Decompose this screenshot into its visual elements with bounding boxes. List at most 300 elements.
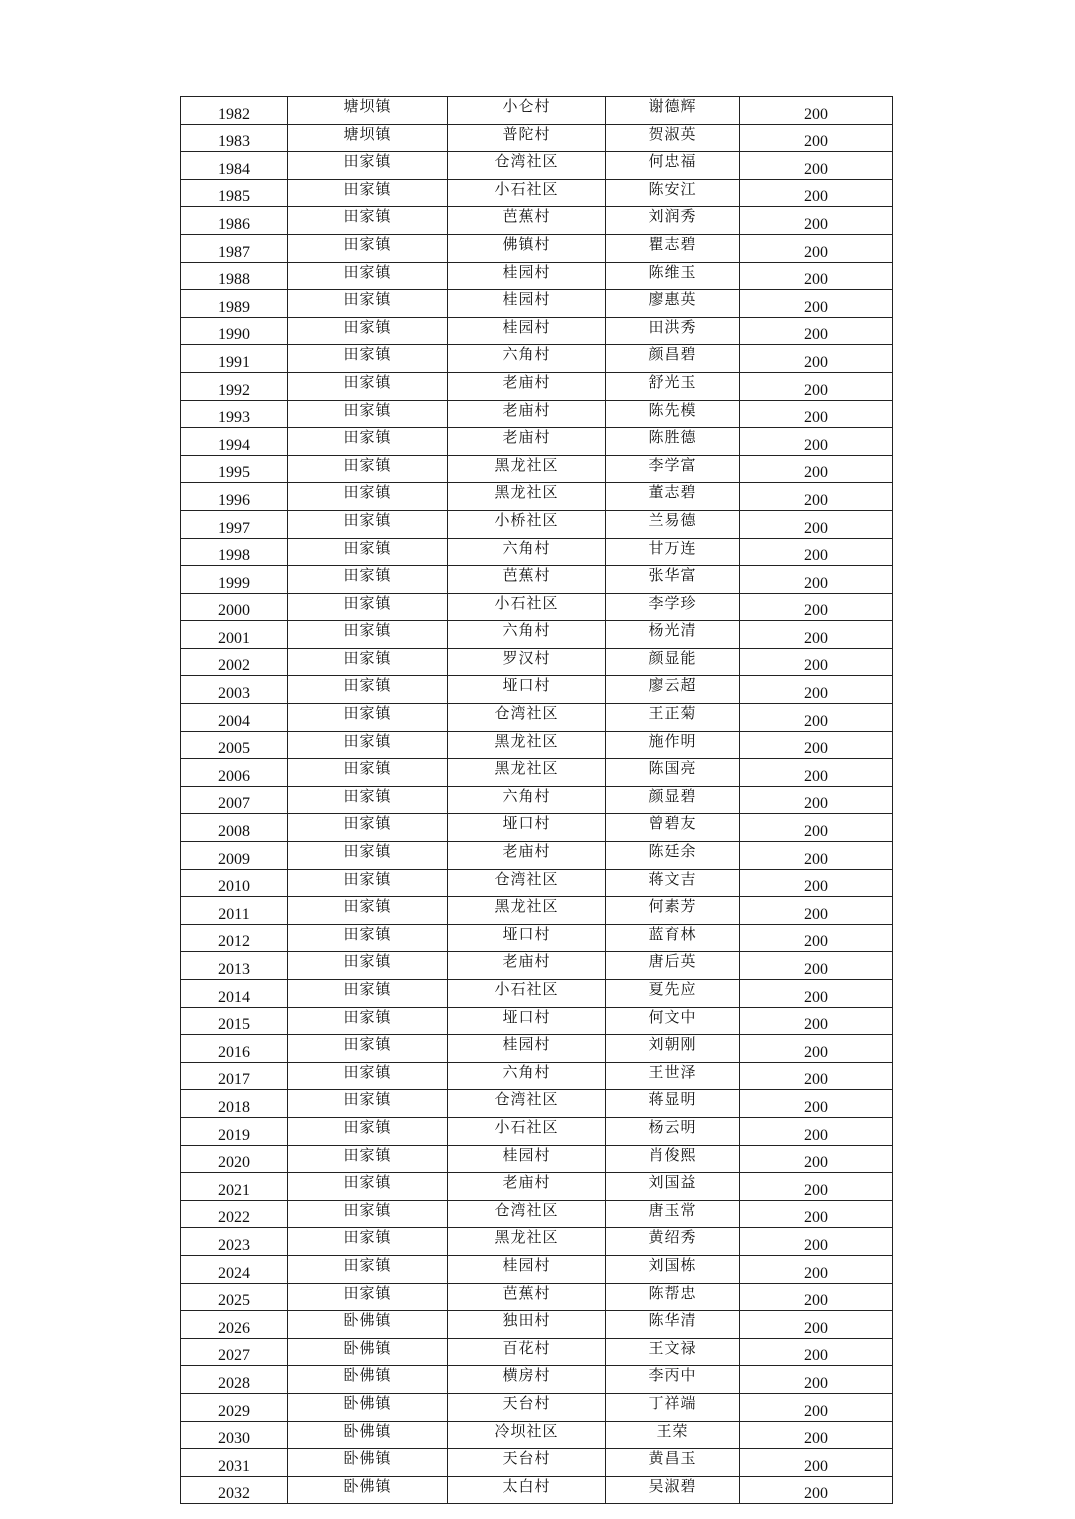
town-cell: 卧佛镇 bbox=[288, 1338, 448, 1366]
village-cell: 老庙村 bbox=[448, 372, 606, 400]
row-number-cell: 1984 bbox=[181, 152, 288, 180]
row-number-cell: 1994 bbox=[181, 428, 288, 456]
name-cell: 杨光清 bbox=[606, 621, 740, 649]
town-cell: 卧佛镇 bbox=[288, 1311, 448, 1339]
amount-cell: 200 bbox=[740, 1090, 893, 1118]
town-cell: 田家镇 bbox=[288, 566, 448, 594]
row-number-cell: 2027 bbox=[181, 1338, 288, 1366]
amount-cell: 200 bbox=[740, 1421, 893, 1449]
row-number-cell: 2028 bbox=[181, 1366, 288, 1394]
town-cell: 田家镇 bbox=[288, 952, 448, 980]
amount-cell: 200 bbox=[740, 676, 893, 704]
table-row bbox=[181, 593, 893, 621]
table-row bbox=[181, 1062, 893, 1090]
village-cell: 仓湾社区 bbox=[448, 704, 606, 732]
row-number-cell: 2016 bbox=[181, 1035, 288, 1063]
table-row bbox=[181, 786, 893, 814]
row-number-cell: 1995 bbox=[181, 455, 288, 483]
name-cell: 王荣 bbox=[606, 1421, 740, 1449]
town-cell: 卧佛镇 bbox=[288, 1449, 448, 1477]
row-number-cell: 2026 bbox=[181, 1311, 288, 1339]
town-cell: 田家镇 bbox=[288, 455, 448, 483]
table-row bbox=[181, 759, 893, 787]
amount-cell: 200 bbox=[740, 510, 893, 538]
town-cell: 卧佛镇 bbox=[288, 1393, 448, 1421]
village-cell: 仓湾社区 bbox=[448, 1200, 606, 1228]
row-number-cell: 1996 bbox=[181, 483, 288, 511]
amount-cell: 200 bbox=[740, 1035, 893, 1063]
village-cell: 芭蕉村 bbox=[448, 566, 606, 594]
row-number-cell: 2005 bbox=[181, 731, 288, 759]
town-cell: 田家镇 bbox=[288, 759, 448, 787]
amount-cell: 200 bbox=[740, 648, 893, 676]
village-cell: 仓湾社区 bbox=[448, 1090, 606, 1118]
amount-cell: 200 bbox=[740, 1228, 893, 1256]
table-row bbox=[181, 1393, 893, 1421]
town-cell: 田家镇 bbox=[288, 207, 448, 235]
town-cell: 塘坝镇 bbox=[288, 97, 448, 125]
village-cell: 黑龙社区 bbox=[448, 759, 606, 787]
village-cell: 六角村 bbox=[448, 621, 606, 649]
table-row bbox=[181, 1035, 893, 1063]
row-number-cell: 1991 bbox=[181, 345, 288, 373]
village-cell: 小石社区 bbox=[448, 1117, 606, 1145]
town-cell: 田家镇 bbox=[288, 1062, 448, 1090]
row-number-cell: 2003 bbox=[181, 676, 288, 704]
amount-cell: 200 bbox=[740, 234, 893, 262]
row-number-cell: 2019 bbox=[181, 1117, 288, 1145]
name-cell: 刘国益 bbox=[606, 1173, 740, 1201]
town-cell: 田家镇 bbox=[288, 510, 448, 538]
town-cell: 田家镇 bbox=[288, 290, 448, 318]
amount-cell: 200 bbox=[740, 952, 893, 980]
town-cell: 田家镇 bbox=[288, 980, 448, 1008]
name-cell: 黄昌玉 bbox=[606, 1449, 740, 1477]
row-number-cell: 2030 bbox=[181, 1421, 288, 1449]
amount-cell: 200 bbox=[740, 980, 893, 1008]
name-cell: 唐玉常 bbox=[606, 1200, 740, 1228]
town-cell: 塘坝镇 bbox=[288, 124, 448, 152]
village-cell: 老庙村 bbox=[448, 1173, 606, 1201]
row-number-cell: 2015 bbox=[181, 1007, 288, 1035]
town-cell: 田家镇 bbox=[288, 372, 448, 400]
table-row bbox=[181, 483, 893, 511]
name-cell: 李学富 bbox=[606, 455, 740, 483]
table-row bbox=[181, 1090, 893, 1118]
village-cell: 佛镇村 bbox=[448, 234, 606, 262]
name-cell: 甘万连 bbox=[606, 538, 740, 566]
village-cell: 罗汉村 bbox=[448, 648, 606, 676]
village-cell: 桂园村 bbox=[448, 1255, 606, 1283]
amount-cell: 200 bbox=[740, 814, 893, 842]
village-cell: 老庙村 bbox=[448, 400, 606, 428]
row-number-cell: 2009 bbox=[181, 842, 288, 870]
name-cell: 陈华清 bbox=[606, 1311, 740, 1339]
town-cell: 田家镇 bbox=[288, 676, 448, 704]
town-cell: 田家镇 bbox=[288, 317, 448, 345]
amount-cell: 200 bbox=[740, 1200, 893, 1228]
town-cell: 田家镇 bbox=[288, 1228, 448, 1256]
row-number-cell: 2010 bbox=[181, 869, 288, 897]
amount-cell: 200 bbox=[740, 1255, 893, 1283]
amount-cell: 200 bbox=[740, 179, 893, 207]
amount-cell: 200 bbox=[740, 97, 893, 125]
table-row bbox=[181, 262, 893, 290]
town-cell: 田家镇 bbox=[288, 152, 448, 180]
table-row bbox=[181, 924, 893, 952]
amount-cell: 200 bbox=[740, 1476, 893, 1504]
town-cell: 卧佛镇 bbox=[288, 1366, 448, 1394]
name-cell: 田洪秀 bbox=[606, 317, 740, 345]
row-number-cell: 1985 bbox=[181, 179, 288, 207]
village-cell: 天台村 bbox=[448, 1449, 606, 1477]
name-cell: 何忠福 bbox=[606, 152, 740, 180]
table-row bbox=[181, 1007, 893, 1035]
row-number-cell: 1982 bbox=[181, 97, 288, 125]
row-number-cell: 1983 bbox=[181, 124, 288, 152]
amount-cell: 200 bbox=[740, 566, 893, 594]
village-cell: 小石社区 bbox=[448, 179, 606, 207]
village-cell: 小仑村 bbox=[448, 97, 606, 125]
village-cell: 天台村 bbox=[448, 1393, 606, 1421]
table-row bbox=[181, 1145, 893, 1173]
amount-cell: 200 bbox=[740, 538, 893, 566]
row-number-cell: 2002 bbox=[181, 648, 288, 676]
village-cell: 桂园村 bbox=[448, 317, 606, 345]
village-cell: 小桥社区 bbox=[448, 510, 606, 538]
table-row bbox=[181, 1476, 893, 1504]
row-number-cell: 2017 bbox=[181, 1062, 288, 1090]
amount-cell: 200 bbox=[740, 455, 893, 483]
town-cell: 田家镇 bbox=[288, 814, 448, 842]
name-cell: 颜显碧 bbox=[606, 786, 740, 814]
town-cell: 田家镇 bbox=[288, 648, 448, 676]
village-cell: 垭口村 bbox=[448, 924, 606, 952]
name-cell: 谢德辉 bbox=[606, 97, 740, 125]
amount-cell: 200 bbox=[740, 152, 893, 180]
beneficiary-table bbox=[180, 96, 893, 1504]
town-cell: 田家镇 bbox=[288, 179, 448, 207]
amount-cell: 200 bbox=[740, 621, 893, 649]
village-cell: 垭口村 bbox=[448, 676, 606, 704]
table-row bbox=[181, 124, 893, 152]
village-cell: 仓湾社区 bbox=[448, 152, 606, 180]
row-number-cell: 2012 bbox=[181, 924, 288, 952]
town-cell: 田家镇 bbox=[288, 1117, 448, 1145]
row-number-cell: 1990 bbox=[181, 317, 288, 345]
table-row bbox=[181, 428, 893, 456]
amount-cell: 200 bbox=[740, 207, 893, 235]
amount-cell: 200 bbox=[740, 1449, 893, 1477]
row-number-cell: 2022 bbox=[181, 1200, 288, 1228]
table-row bbox=[181, 980, 893, 1008]
town-cell: 田家镇 bbox=[288, 1255, 448, 1283]
row-number-cell: 2013 bbox=[181, 952, 288, 980]
table-row bbox=[181, 1117, 893, 1145]
town-cell: 田家镇 bbox=[288, 869, 448, 897]
name-cell: 曾碧友 bbox=[606, 814, 740, 842]
row-number-cell: 2011 bbox=[181, 897, 288, 925]
row-number-cell: 2007 bbox=[181, 786, 288, 814]
table-row bbox=[181, 1311, 893, 1339]
town-cell: 田家镇 bbox=[288, 593, 448, 621]
amount-cell: 200 bbox=[740, 428, 893, 456]
table-row bbox=[181, 372, 893, 400]
amount-cell: 200 bbox=[740, 483, 893, 511]
name-cell: 贺淑英 bbox=[606, 124, 740, 152]
village-cell: 桂园村 bbox=[448, 1145, 606, 1173]
amount-cell: 200 bbox=[740, 1366, 893, 1394]
village-cell: 仓湾社区 bbox=[448, 869, 606, 897]
table-row bbox=[181, 1255, 893, 1283]
table-row bbox=[181, 897, 893, 925]
name-cell: 夏先应 bbox=[606, 980, 740, 1008]
town-cell: 田家镇 bbox=[288, 538, 448, 566]
village-cell: 芭蕉村 bbox=[448, 1283, 606, 1311]
town-cell: 田家镇 bbox=[288, 842, 448, 870]
name-cell: 李丙中 bbox=[606, 1366, 740, 1394]
row-number-cell: 2018 bbox=[181, 1090, 288, 1118]
row-number-cell: 2020 bbox=[181, 1145, 288, 1173]
table-row bbox=[181, 538, 893, 566]
table-row bbox=[181, 234, 893, 262]
town-cell: 田家镇 bbox=[288, 1283, 448, 1311]
table-row bbox=[181, 345, 893, 373]
town-cell: 田家镇 bbox=[288, 704, 448, 732]
table-row bbox=[181, 621, 893, 649]
name-cell: 廖惠英 bbox=[606, 290, 740, 318]
name-cell: 王文禄 bbox=[606, 1338, 740, 1366]
row-number-cell: 2023 bbox=[181, 1228, 288, 1256]
row-number-cell: 2004 bbox=[181, 704, 288, 732]
name-cell: 陈安江 bbox=[606, 179, 740, 207]
town-cell: 田家镇 bbox=[288, 897, 448, 925]
name-cell: 兰易德 bbox=[606, 510, 740, 538]
amount-cell: 200 bbox=[740, 345, 893, 373]
name-cell: 瞿志碧 bbox=[606, 234, 740, 262]
town-cell: 田家镇 bbox=[288, 1173, 448, 1201]
table-row bbox=[181, 1283, 893, 1311]
table-row bbox=[181, 455, 893, 483]
town-cell: 田家镇 bbox=[288, 428, 448, 456]
table-row bbox=[181, 207, 893, 235]
table-row bbox=[181, 1173, 893, 1201]
town-cell: 田家镇 bbox=[288, 1090, 448, 1118]
name-cell: 唐后英 bbox=[606, 952, 740, 980]
row-number-cell: 1986 bbox=[181, 207, 288, 235]
name-cell: 黄绍秀 bbox=[606, 1228, 740, 1256]
name-cell: 董志碧 bbox=[606, 483, 740, 511]
name-cell: 蓝育林 bbox=[606, 924, 740, 952]
amount-cell: 200 bbox=[740, 400, 893, 428]
town-cell: 田家镇 bbox=[288, 345, 448, 373]
table-row bbox=[181, 179, 893, 207]
name-cell: 陈胜德 bbox=[606, 428, 740, 456]
row-number-cell: 2008 bbox=[181, 814, 288, 842]
village-cell: 老庙村 bbox=[448, 428, 606, 456]
row-number-cell: 1992 bbox=[181, 372, 288, 400]
village-cell: 垭口村 bbox=[448, 1007, 606, 1035]
table-row bbox=[181, 290, 893, 318]
name-cell: 刘朝刚 bbox=[606, 1035, 740, 1063]
village-cell: 黑龙社区 bbox=[448, 731, 606, 759]
town-cell: 田家镇 bbox=[288, 483, 448, 511]
amount-cell: 200 bbox=[740, 317, 893, 345]
table-row bbox=[181, 97, 893, 125]
amount-cell: 200 bbox=[740, 1283, 893, 1311]
amount-cell: 200 bbox=[740, 731, 893, 759]
name-cell: 陈国亮 bbox=[606, 759, 740, 787]
table-row bbox=[181, 152, 893, 180]
village-cell: 老庙村 bbox=[448, 842, 606, 870]
amount-cell: 200 bbox=[740, 1338, 893, 1366]
name-cell: 何文中 bbox=[606, 1007, 740, 1035]
row-number-cell: 1997 bbox=[181, 510, 288, 538]
village-cell: 普陀村 bbox=[448, 124, 606, 152]
amount-cell: 200 bbox=[740, 124, 893, 152]
row-number-cell: 2001 bbox=[181, 621, 288, 649]
village-cell: 小石社区 bbox=[448, 593, 606, 621]
row-number-cell: 2032 bbox=[181, 1476, 288, 1504]
town-cell: 田家镇 bbox=[288, 731, 448, 759]
name-cell: 李学珍 bbox=[606, 593, 740, 621]
table-row bbox=[181, 566, 893, 594]
village-cell: 桂园村 bbox=[448, 1035, 606, 1063]
name-cell: 蒋文吉 bbox=[606, 869, 740, 897]
amount-cell: 200 bbox=[740, 1007, 893, 1035]
name-cell: 何素芳 bbox=[606, 897, 740, 925]
town-cell: 田家镇 bbox=[288, 234, 448, 262]
row-number-cell: 2024 bbox=[181, 1255, 288, 1283]
village-cell: 黑龙社区 bbox=[448, 1228, 606, 1256]
table-row bbox=[181, 1366, 893, 1394]
row-number-cell: 2029 bbox=[181, 1393, 288, 1421]
row-number-cell: 1999 bbox=[181, 566, 288, 594]
town-cell: 田家镇 bbox=[288, 1035, 448, 1063]
amount-cell: 200 bbox=[740, 1173, 893, 1201]
name-cell: 王世泽 bbox=[606, 1062, 740, 1090]
table-row bbox=[181, 317, 893, 345]
village-cell: 冷坝社区 bbox=[448, 1421, 606, 1449]
table-row bbox=[181, 1200, 893, 1228]
town-cell: 田家镇 bbox=[288, 1200, 448, 1228]
village-cell: 桂园村 bbox=[448, 290, 606, 318]
amount-cell: 200 bbox=[740, 1117, 893, 1145]
amount-cell: 200 bbox=[740, 842, 893, 870]
row-number-cell: 1989 bbox=[181, 290, 288, 318]
name-cell: 颜显能 bbox=[606, 648, 740, 676]
amount-cell: 200 bbox=[740, 593, 893, 621]
amount-cell: 200 bbox=[740, 897, 893, 925]
name-cell: 施作明 bbox=[606, 731, 740, 759]
village-cell: 老庙村 bbox=[448, 952, 606, 980]
table-row bbox=[181, 731, 893, 759]
village-cell: 六角村 bbox=[448, 1062, 606, 1090]
village-cell: 芭蕉村 bbox=[448, 207, 606, 235]
village-cell: 六角村 bbox=[448, 538, 606, 566]
row-number-cell: 1998 bbox=[181, 538, 288, 566]
village-cell: 小石社区 bbox=[448, 980, 606, 1008]
village-cell: 黑龙社区 bbox=[448, 897, 606, 925]
town-cell: 田家镇 bbox=[288, 1007, 448, 1035]
row-number-cell: 2021 bbox=[181, 1173, 288, 1201]
name-cell: 丁祥端 bbox=[606, 1393, 740, 1421]
amount-cell: 200 bbox=[740, 1311, 893, 1339]
row-number-cell: 1993 bbox=[181, 400, 288, 428]
table-row bbox=[181, 842, 893, 870]
row-number-cell: 1988 bbox=[181, 262, 288, 290]
table-row bbox=[181, 1449, 893, 1477]
town-cell: 卧佛镇 bbox=[288, 1476, 448, 1504]
town-cell: 田家镇 bbox=[288, 786, 448, 814]
table-row bbox=[181, 1228, 893, 1256]
amount-cell: 200 bbox=[740, 924, 893, 952]
name-cell: 陈先模 bbox=[606, 400, 740, 428]
amount-cell: 200 bbox=[740, 759, 893, 787]
table-row bbox=[181, 510, 893, 538]
town-cell: 田家镇 bbox=[288, 924, 448, 952]
name-cell: 刘国栋 bbox=[606, 1255, 740, 1283]
name-cell: 廖云超 bbox=[606, 676, 740, 704]
row-number-cell: 2014 bbox=[181, 980, 288, 1008]
amount-cell: 200 bbox=[740, 1393, 893, 1421]
amount-cell: 200 bbox=[740, 1145, 893, 1173]
name-cell: 陈帮忠 bbox=[606, 1283, 740, 1311]
row-number-cell: 2025 bbox=[181, 1283, 288, 1311]
table-row bbox=[181, 869, 893, 897]
name-cell: 舒光玉 bbox=[606, 372, 740, 400]
name-cell: 王正菊 bbox=[606, 704, 740, 732]
row-number-cell: 2000 bbox=[181, 593, 288, 621]
table-row bbox=[181, 814, 893, 842]
name-cell: 肖俊熙 bbox=[606, 1145, 740, 1173]
name-cell: 张华富 bbox=[606, 566, 740, 594]
table-row bbox=[181, 400, 893, 428]
village-cell: 独田村 bbox=[448, 1311, 606, 1339]
row-number-cell: 2031 bbox=[181, 1449, 288, 1477]
table-row bbox=[181, 1338, 893, 1366]
row-number-cell: 1987 bbox=[181, 234, 288, 262]
amount-cell: 200 bbox=[740, 1062, 893, 1090]
amount-cell: 200 bbox=[740, 290, 893, 318]
village-cell: 桂园村 bbox=[448, 262, 606, 290]
village-cell: 黑龙社区 bbox=[448, 455, 606, 483]
table-row bbox=[181, 704, 893, 732]
row-number-cell: 2006 bbox=[181, 759, 288, 787]
town-cell: 卧佛镇 bbox=[288, 1421, 448, 1449]
table-body bbox=[181, 97, 893, 1504]
name-cell: 陈维玉 bbox=[606, 262, 740, 290]
name-cell: 杨云明 bbox=[606, 1117, 740, 1145]
name-cell: 颜昌碧 bbox=[606, 345, 740, 373]
table-row bbox=[181, 676, 893, 704]
name-cell: 蒋显明 bbox=[606, 1090, 740, 1118]
village-cell: 垭口村 bbox=[448, 814, 606, 842]
amount-cell: 200 bbox=[740, 704, 893, 732]
village-cell: 太白村 bbox=[448, 1476, 606, 1504]
table-row bbox=[181, 952, 893, 980]
name-cell: 刘润秀 bbox=[606, 207, 740, 235]
amount-cell: 200 bbox=[740, 869, 893, 897]
village-cell: 六角村 bbox=[448, 345, 606, 373]
village-cell: 黑龙社区 bbox=[448, 483, 606, 511]
amount-cell: 200 bbox=[740, 786, 893, 814]
town-cell: 田家镇 bbox=[288, 400, 448, 428]
table-row bbox=[181, 648, 893, 676]
town-cell: 田家镇 bbox=[288, 621, 448, 649]
town-cell: 田家镇 bbox=[288, 262, 448, 290]
village-cell: 百花村 bbox=[448, 1338, 606, 1366]
